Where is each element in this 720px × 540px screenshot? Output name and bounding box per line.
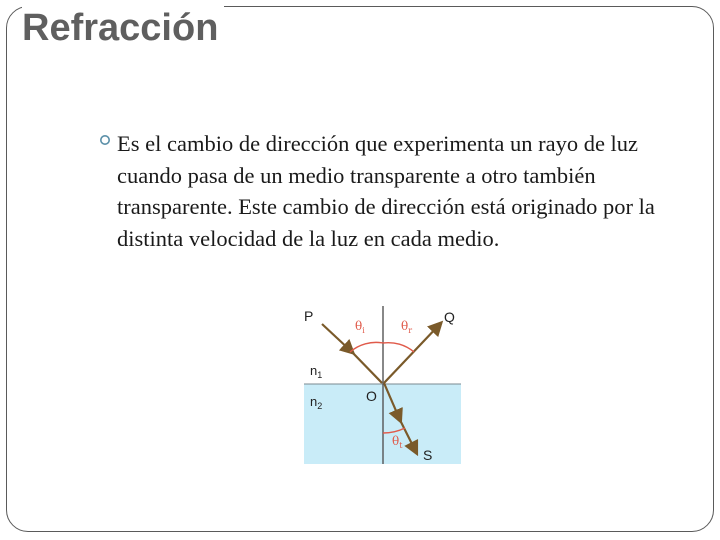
label-n1-group <box>310 363 322 380</box>
theta-r-group <box>401 319 412 335</box>
label-n2: n <box>310 394 318 409</box>
incident-ray-segment <box>350 350 382 383</box>
label-n1-sub: 1 <box>317 370 323 380</box>
slide-title: Refracción <box>22 5 224 51</box>
incidence-angle-arc <box>350 342 383 352</box>
paragraph-text: Es el cambio de dirección que experimenta un rayo de luz cuando pasa de un medio transparente a otro también transparente. Este cambio de dirección está originado por la distinta velocidad de la luz en cada medio. <box>117 131 655 251</box>
bullet-paragraph <box>117 128 662 254</box>
label-n2-sub: 2 <box>317 401 323 411</box>
theta-i: θ <box>355 319 363 333</box>
label-o: O <box>366 388 377 404</box>
refraction-diagram <box>300 300 465 468</box>
label-n1: n <box>310 363 318 378</box>
theta-t-sub: t <box>399 441 403 450</box>
theta-r: θ <box>401 319 409 333</box>
label-p: P <box>304 308 314 324</box>
reflection-angle-arc <box>383 343 414 352</box>
incident-ray <box>322 324 352 352</box>
theta-r-sub: r <box>408 326 413 335</box>
ring-bullet-icon <box>99 134 111 146</box>
label-s: S <box>423 447 433 463</box>
theta-t: θ <box>392 434 400 448</box>
theta-i-group <box>355 319 365 335</box>
theta-i-sub: i <box>362 326 365 335</box>
label-q: Q <box>444 309 455 325</box>
